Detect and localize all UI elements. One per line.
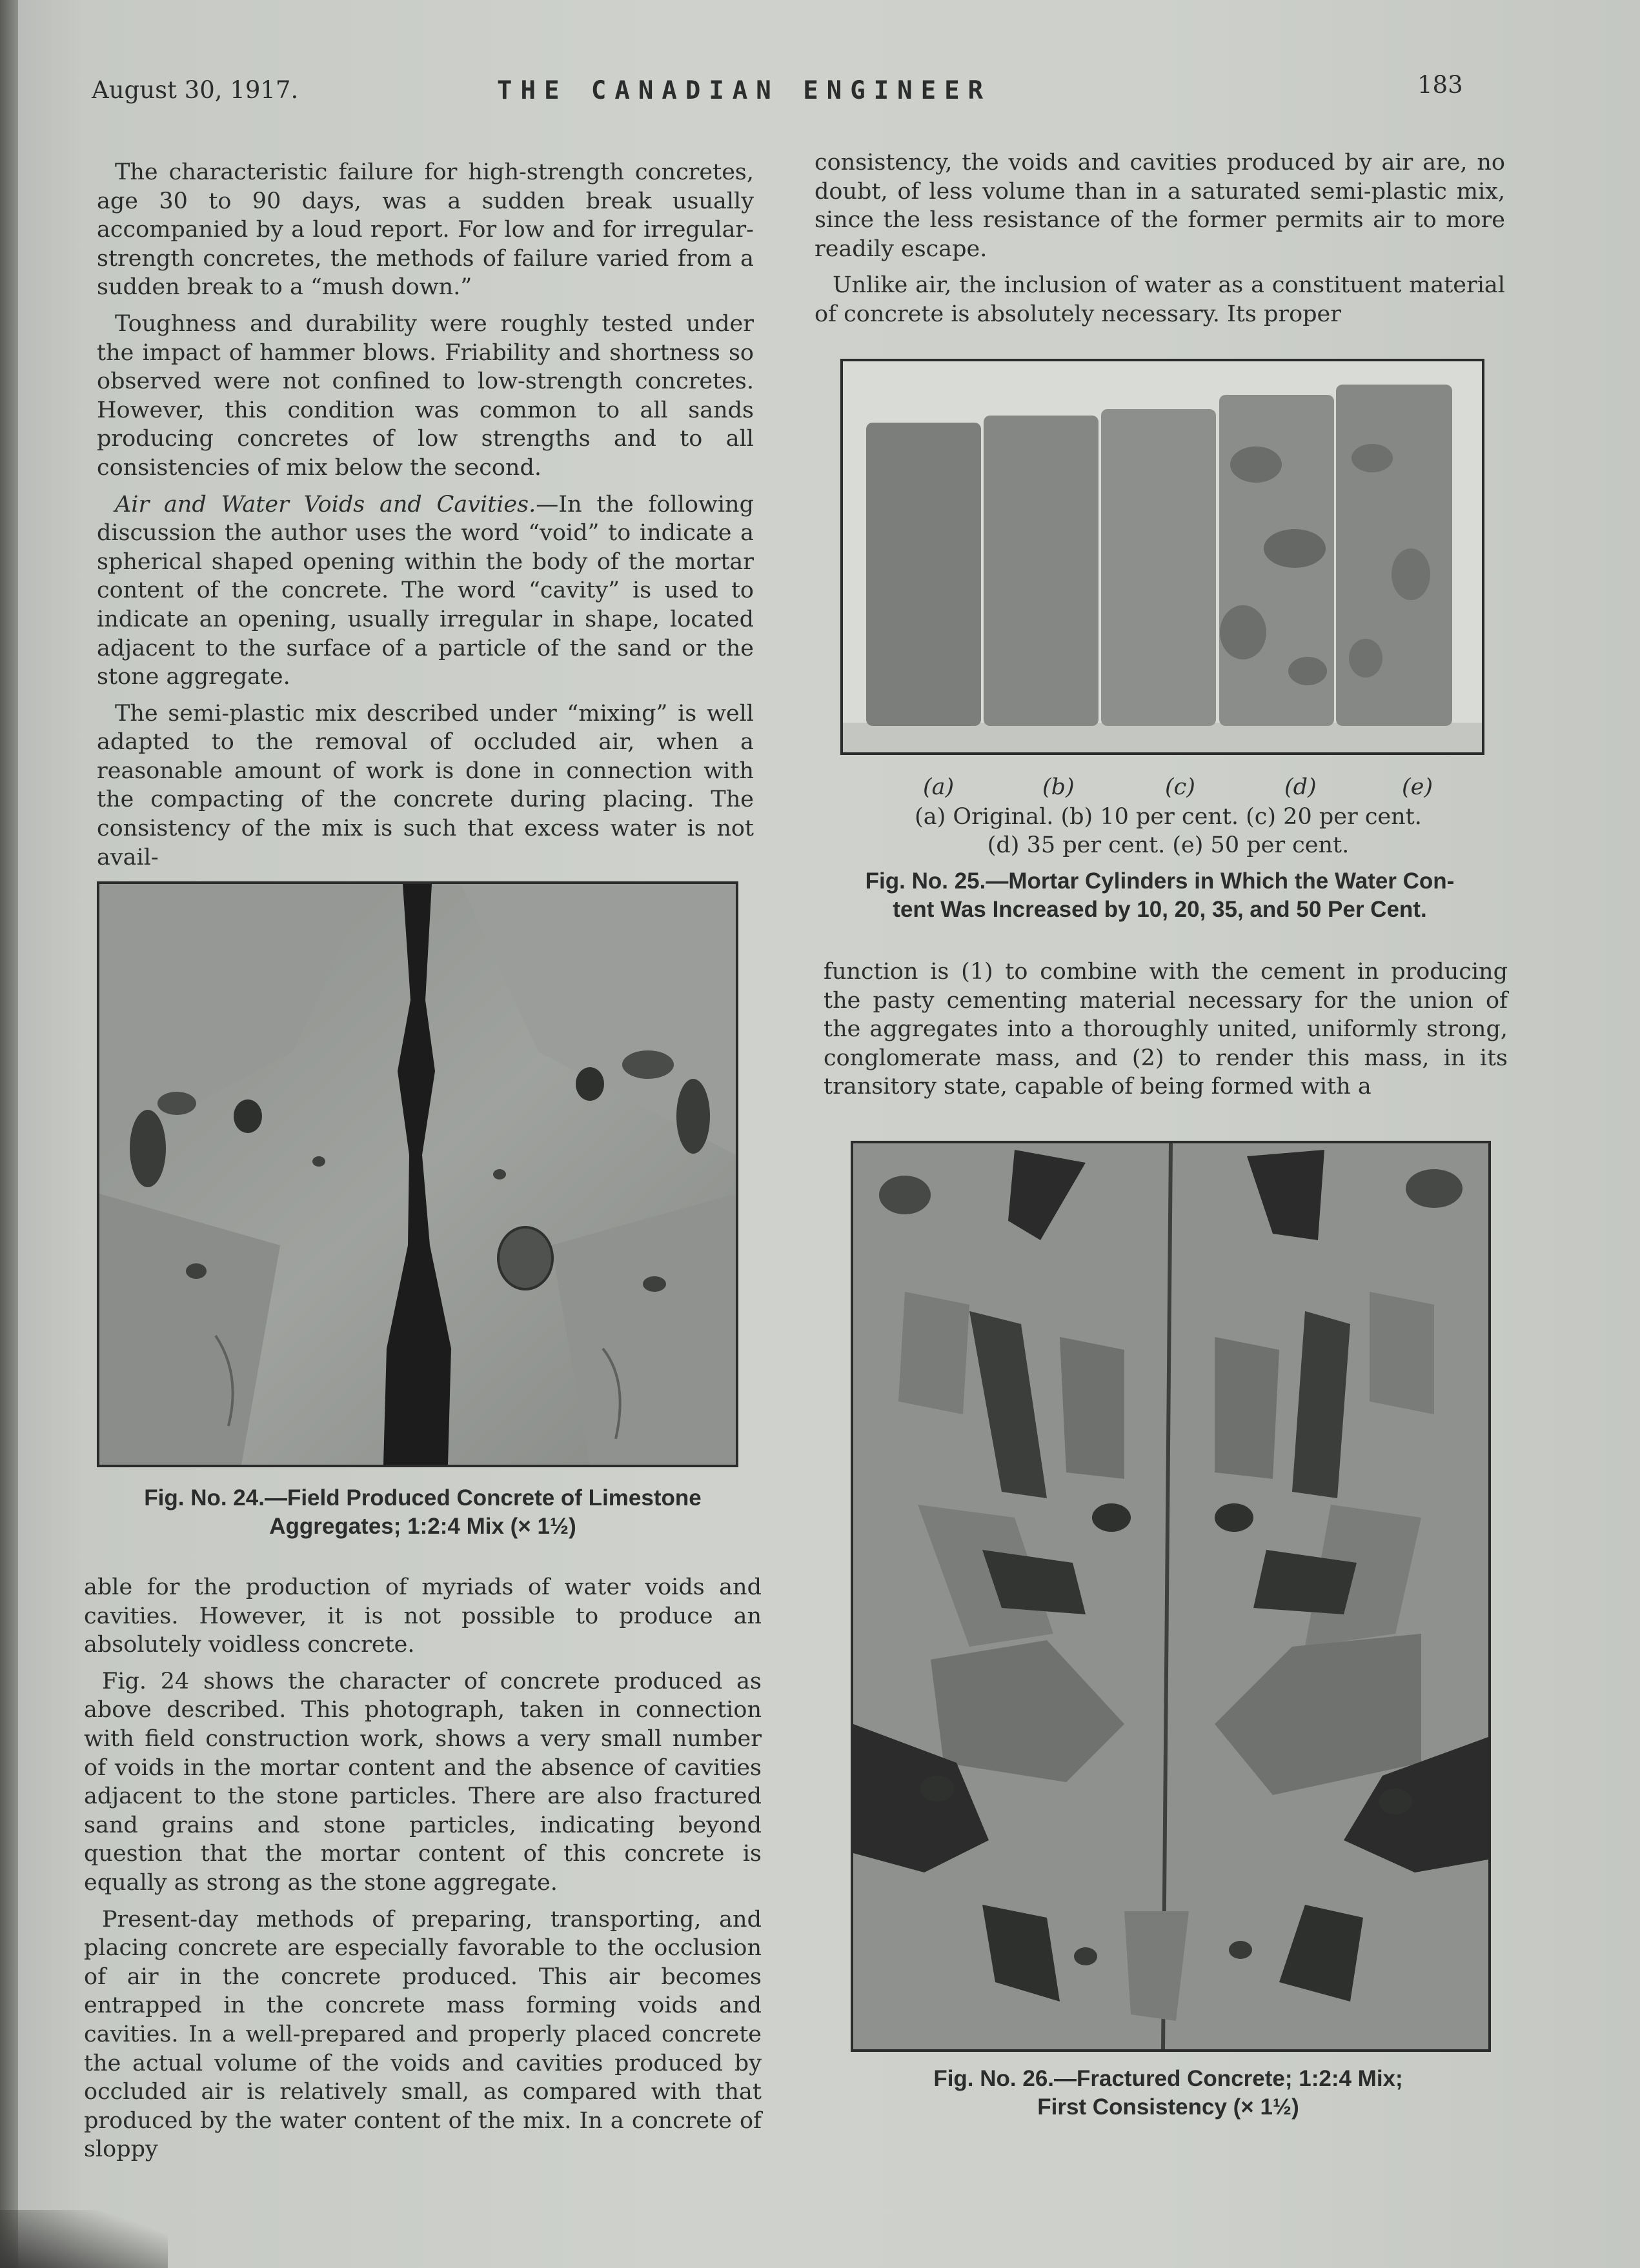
- fig25-legend: [833, 803, 1504, 859]
- legend-line: (a) Original. (b) 10 per cent. (c) 20 per cent.: [915, 804, 1422, 830]
- cylinder-label-d: (d): [1284, 774, 1317, 800]
- fig24-photo: [97, 881, 738, 1467]
- fig25-photo: [840, 359, 1484, 755]
- paragraph: able for the production of myriads of water voids and cavities. However, it is not possible to produce an absolutely voidless concrete.: [84, 1574, 762, 1658]
- caption-line: tent Was Increased by 10, 20, 35, and 50 Per Cent.: [893, 897, 1427, 922]
- cylinder-label-e: (e): [1402, 774, 1433, 800]
- fig25-caption: [815, 867, 1505, 924]
- legend-line: (d) 35 per cent. (e) 50 per cent.: [987, 832, 1350, 858]
- paragraph: Toughness and durability were roughly tested under the impact of hammer blows. Friability and shortness so observed were not confined to low-strength concretes. However, this condition was common to all sands producing concretes of low strengths and to all consistencies of mix below the second.: [97, 310, 754, 481]
- cylinder-label-b: (b): [1042, 774, 1075, 800]
- fig26-caption: [833, 2065, 1504, 2122]
- left-column-bottom: [84, 1573, 762, 2164]
- caption-line: Fig. No. 24.—Field Produced Concrete of Limestone: [144, 1485, 702, 1510]
- paragraph: Unlike air, the inclusion of water as a constituent material of concrete is absolutely necessary. Its proper: [815, 272, 1505, 327]
- section-heading: Air and Water Voids and Cavities.: [115, 491, 536, 517]
- fig26-photo: [851, 1141, 1491, 2052]
- cylinder-label-c: (c): [1165, 774, 1195, 800]
- caption-line: First Consistency (× 1½): [1037, 2094, 1299, 2120]
- paragraph: Fig. 24 shows the character of concrete produced as above described. This photograph, taken in connection with field construction work, shows a very small number of voids in the mortar content and the absence of cavities adjacent to the stone particles. There are also fractured sand grains and stone particles, indicating beyond question that the mortar content of this concrete is equally as strong as the stone aggregate.: [84, 1668, 762, 1896]
- caption-line: Fig. No. 25.—Mortar Cylinders in Which the Water Con-: [865, 868, 1455, 894]
- left-column-top: [97, 158, 754, 872]
- paragraph: function is (1) to combine with the cement in producing the pasty cementing material necessary for the union of the aggregates into a thoroughly united, uniformly strong, conglomerate mass, and (2) to render this mass, in its transitory state, capable of being formed with a: [824, 959, 1508, 1100]
- caption-line: Fig. No. 26.—Fractured Concrete; 1:2:4 Mix;: [933, 2066, 1403, 2091]
- right-column-top: [815, 148, 1505, 329]
- paragraph: Present-day methods of preparing, transporting, and placing concrete are especially favorable to the occlusion of air in the concrete produced. This air becomes entrapped in the concrete mass forming voids and cavities. In a well-prepared and properly placed concrete the actual volume of the voids and cavities produced by occluded air is relatively small, as compared with that produced by the water content of the mix. In a concrete of sloppy: [84, 1906, 762, 2163]
- paragraph: consistency, the voids and cavities produced by air are, no doubt, of less volume than in a saturated semi-plastic mix, since the less resistance of the former permits air to more readily escape.: [815, 150, 1505, 262]
- fig24-caption: [84, 1484, 762, 1541]
- page-number: 183: [1417, 71, 1463, 99]
- paragraph: [97, 490, 754, 692]
- cylinder-label-a: (a): [923, 774, 955, 800]
- right-column-middle: [824, 958, 1508, 1101]
- paragraph: The characteristic failure for high-strength concretes, age 30 to 90 days, was a sudden break usually accompanied by a loud report. For low and for irregular-strength concretes, the methods of failure varied from a sudden break to a “mush down.”: [97, 159, 754, 301]
- caption-line: Aggregates; 1:2:4 Mix (× 1½): [269, 1514, 576, 1539]
- fig25-letters: [904, 773, 1484, 801]
- header-date: August 30, 1917.: [92, 76, 299, 104]
- book-spine: [0, 0, 18, 2268]
- journal-title: THE CANADIAN ENGINEER: [497, 76, 992, 105]
- paragraph: The semi-plastic mix described under “mixing” is well adapted to the removal of occluded air, when a reasonable amount of work is done in connection with the compacting of the concrete during placing. The consistency of the mix is such that excess water is not avail-: [97, 700, 754, 870]
- paragraph-text: —In the following discussion the author uses the word “void” to indicate a spherical shaped opening within the body of the mortar content of the concrete. The word “cavity” is used to indicate an opening, usually irregular in shape, located adjacent to the surface of a particle of the sand or the stone aggregate.: [97, 491, 754, 690]
- page-shadow: [0, 2210, 168, 2268]
